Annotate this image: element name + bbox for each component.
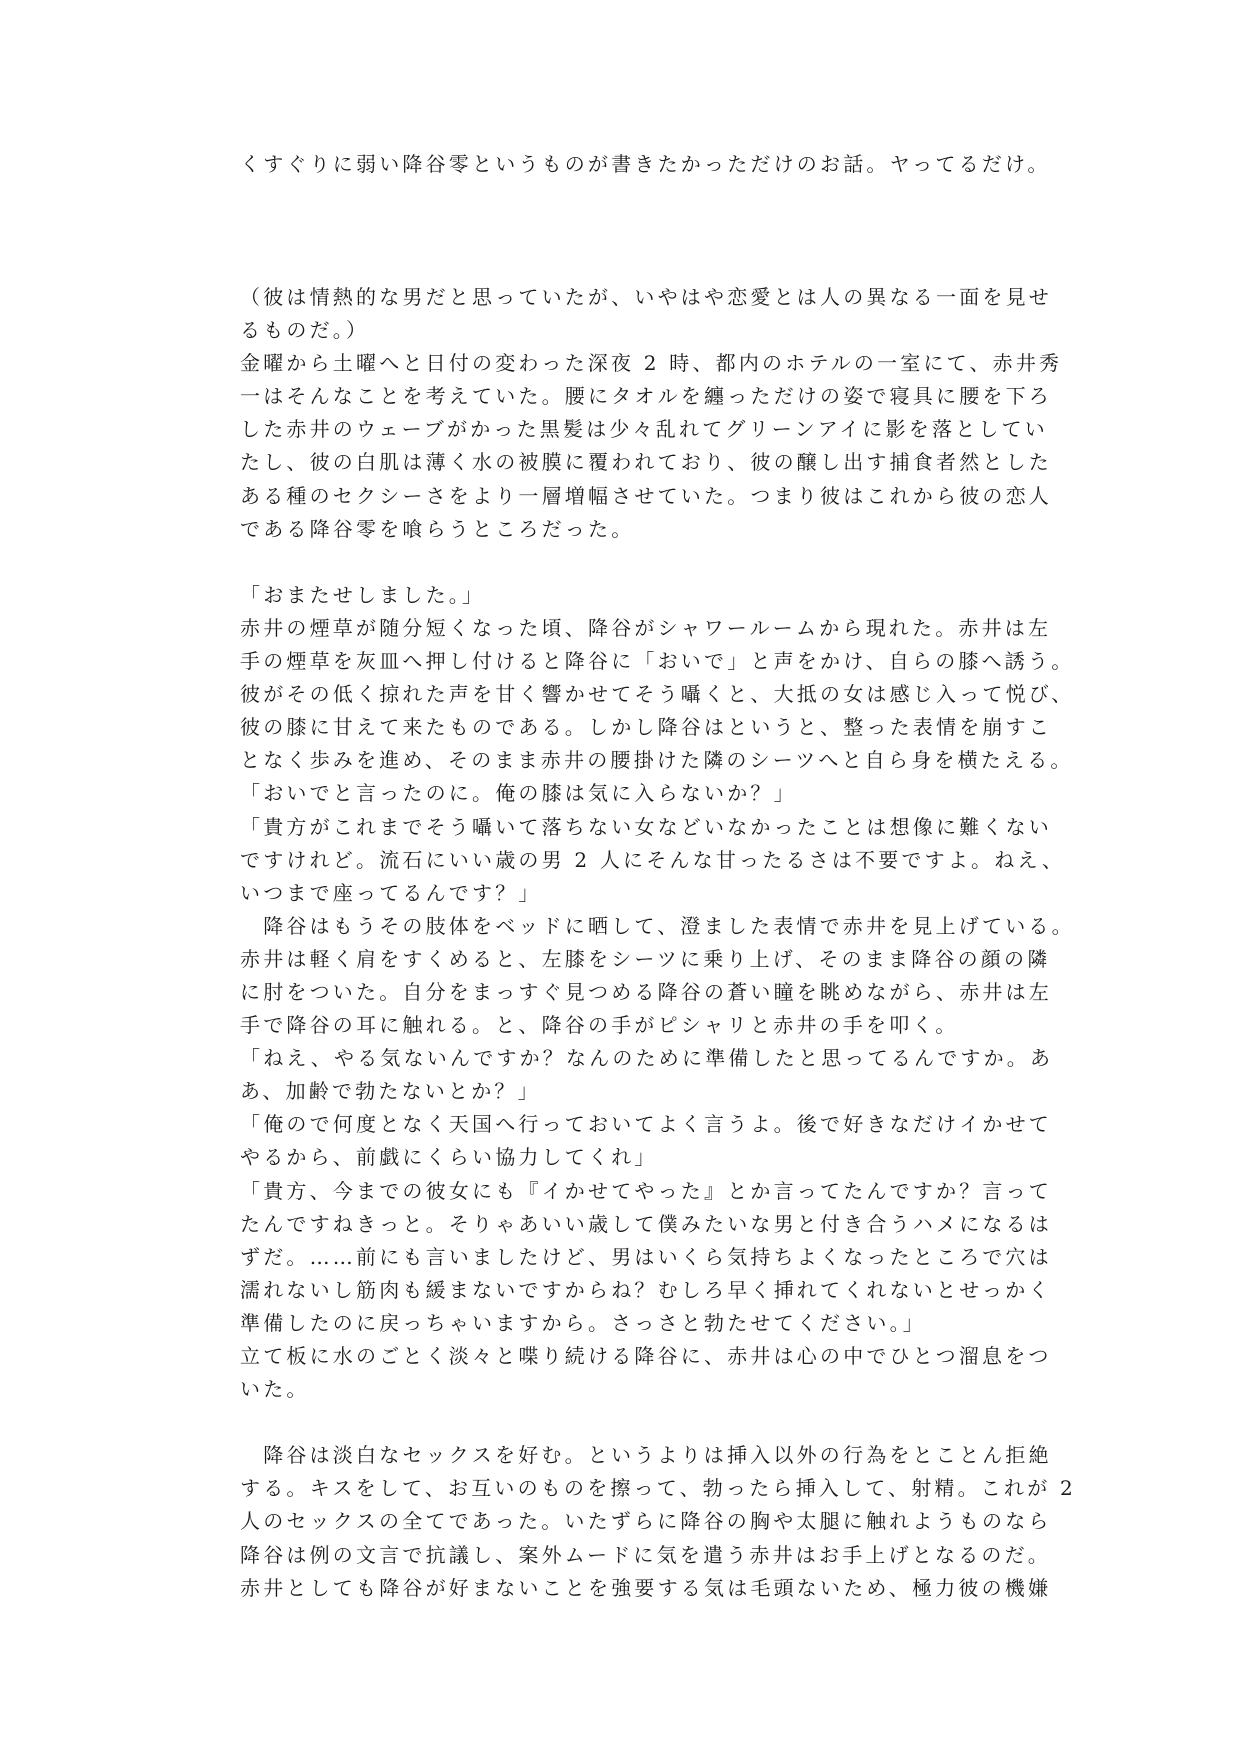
body-line: 立て板に水のごとく淡々と喋り続ける降谷に、赤井は心の中でひとつ溜息をつ — [240, 1344, 1052, 1368]
body-line: 彼がその低く掠れた声を甘く響かせてそう囁くと、大抵の女は感じ入って悦び、 — [240, 682, 1075, 707]
body-line: 「俺ので何度となく天国へ行っておいてよく言うよ。後で好きなだけイかせて — [240, 1112, 1052, 1137]
body-line: 「おまたせしました。」 — [240, 582, 486, 607]
body-line: となく歩みを進め、そのまま赤井の腰掛けた隣のシーツへと自ら身を横たえる。 — [240, 748, 1074, 773]
body-line: ある種のセクシーさをより一層増幅させていた。つまり彼はこれから彼の恋人 — [240, 483, 1052, 508]
body-line: 一はそんなことを考えていた。腰にタオルを纏っただけの姿で寝具に腰を下ろ — [240, 384, 1052, 409]
blank-line — [240, 1406, 1010, 1439]
body-line: たんですねきっと。そりゃあいい歳して僕みたいな男と付き合うハメになるは — [240, 1211, 1052, 1236]
story-body — [240, 281, 1076, 1605]
body-line: 赤井の煙草が随分短くなった頃、降谷がシャワールームから現れた。赤井は左 — [240, 615, 1052, 640]
body-line: （彼は情熱的な男だと思っていたが、いやはや恋愛とは人の異なる一面を見せ — [240, 285, 1052, 309]
body-line: に肘をついた。自分をまっすぐ見つめる降谷の蒼い瞳を眺めながら、赤井は左 — [240, 979, 1052, 1004]
body-line: 降谷はもうその肢体をベッドに晒して、澄ました表情で赤井を見上げている。 — [240, 913, 1075, 938]
body-line: 「おいでと言ったのに。俺の膝は気に入らないか？」 — [240, 781, 797, 806]
body-line: たし、彼の白肌は薄く水の被膜に覆われており、彼の醸し出す捕食者然とした — [240, 450, 1052, 475]
body-line: 赤井としても降谷が好まないことを強要する気は毛頭ないため、極力彼の機嫌 — [240, 1575, 1052, 1600]
intro-paragraph — [240, 148, 1051, 181]
body-line: ずだ。……前にも言いましたけど、男はいくら気持ちよくなったところで穴は — [240, 1244, 1052, 1269]
body-line: 「ねえ、やる気ないんですか？なんのために準備したと思ってるんですか。あ — [240, 1046, 1054, 1071]
body-line: あ、加齢で勃たないとか？」 — [240, 1079, 541, 1104]
intro-line: くすぐりに弱い降谷零というものが書きたかっただけのお話。ヤってるだけ。 — [240, 152, 1051, 176]
body-line: やるから、前戯にくらい協力してくれ」 — [240, 1145, 658, 1170]
body-line: 手の煙草を灰皿へ押し付けると降谷に「おいで」と声をかけ、自らの膝へ誘う。 — [240, 649, 1075, 674]
body-line: 人のセックスの全てであった。いたずらに降谷の胸や太腿に触れようものなら — [240, 1509, 1052, 1534]
body-line: した赤井のウェーブがかった黒髪は少々乱れてグリーンアイに影を落としてい — [240, 417, 1048, 442]
body-line: 準備したのに戻っちゃいますから。さっさと勃たせてください。」 — [240, 1310, 926, 1335]
body-line: 手で降谷の耳に触れる。と、降谷の手がピシャリと赤井の手を叩く。 — [240, 1013, 959, 1038]
body-line: 彼の膝に甘えて来たものである。しかし降谷はというと、整った表情を崩すこ — [240, 715, 1052, 740]
body-line: るものだ。） — [240, 318, 370, 343]
blank-line — [240, 546, 1010, 579]
body-line: 「貴方がこれまでそう囁いて落ちない女などいなかったことは想像に難くない — [240, 814, 1052, 839]
body-line: 「貴方、今までの彼女にも『イかせてやった』とか言ってたんですか？言って — [240, 1178, 1052, 1203]
body-line: ですけれど。流石にいい歳の男 2 人にそんな甘ったるさは不要ですよ。ねえ、 — [240, 847, 1066, 872]
body-line: いつまで座ってるんです？」 — [240, 880, 542, 905]
body-line: 降谷は例の文言で抗議し、案外ムードに気を遣う赤井はお手上げとなるのだ。 — [240, 1542, 1051, 1567]
body-line: である降谷零を喰らうところだった。 — [240, 516, 635, 541]
body-line: 降谷は淡白なセックスを好む。というよりは挿入以外の行為をとことん拒絶 — [240, 1443, 1052, 1468]
body-line: 金曜から土曜へと日付の変わった深夜 2 時、都内のホテルの一室にて、赤井秀 — [240, 351, 1063, 376]
body-line: 赤井は軽く肩をすくめると、左膝をシーツに乗り上げ、そのまま降谷の顔の隣 — [240, 946, 1051, 971]
body-line: いた。 — [240, 1377, 310, 1402]
body-line: する。キスをして、お互いのものを擦って、勃ったら挿入して、射精。これが 2 — [240, 1476, 1076, 1501]
body-line: 濡れないし筋肉も緩まないですからね？むしろ早く挿れてくれないとせっかく — [240, 1277, 1052, 1302]
